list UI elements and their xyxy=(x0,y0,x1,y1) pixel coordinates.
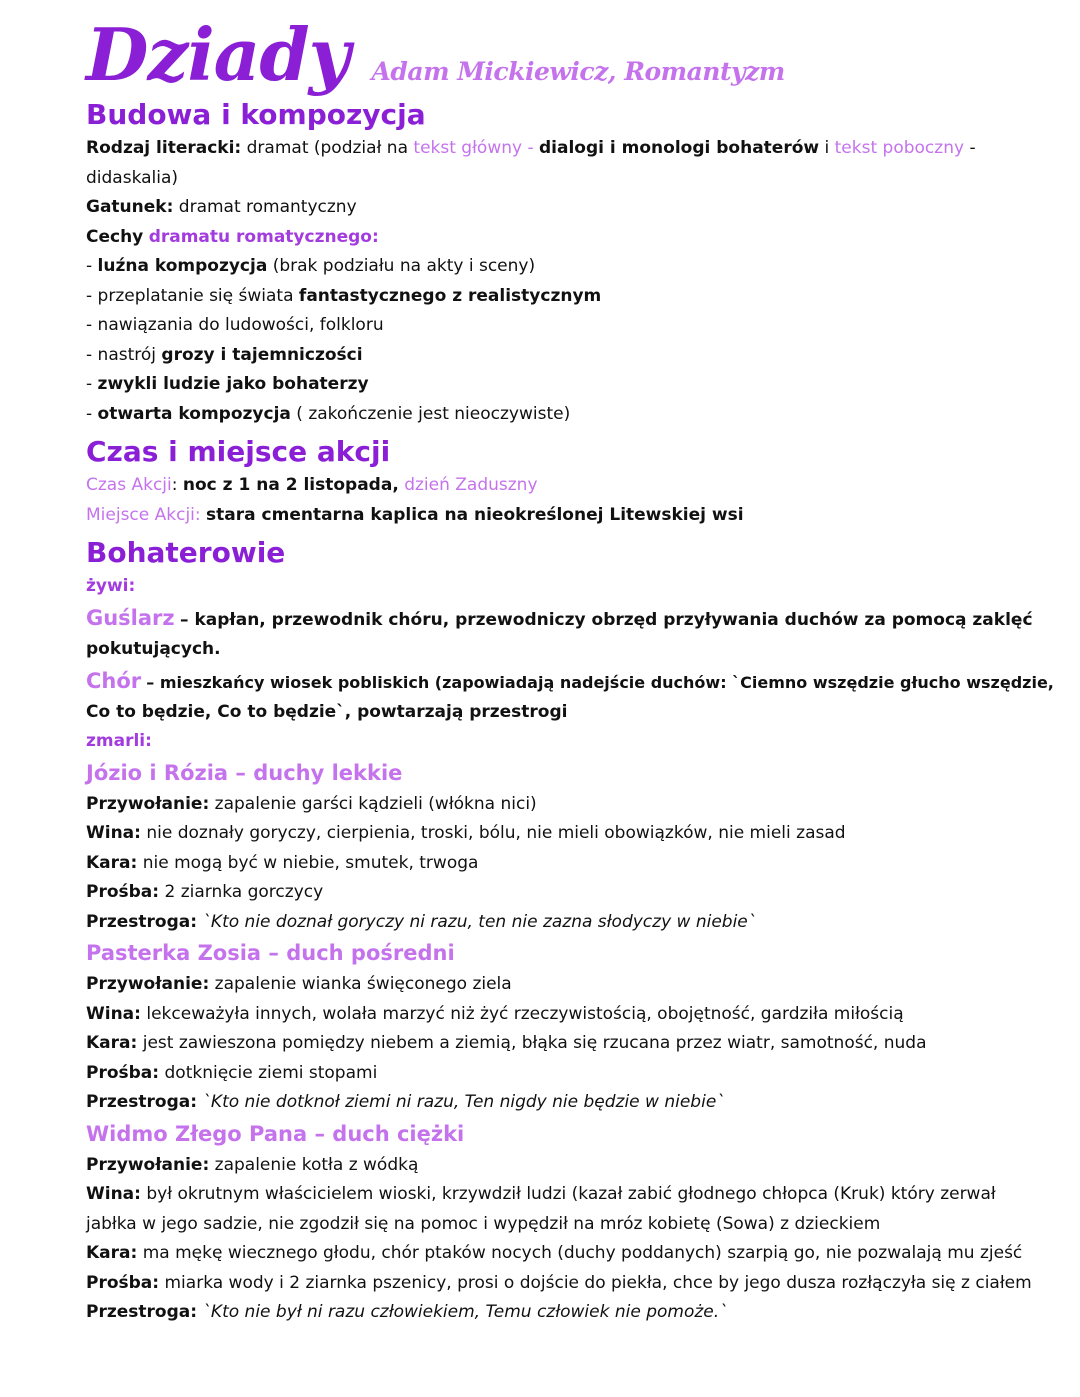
field-label: Wina: xyxy=(86,1003,141,1024)
list-item-text: - nastrój xyxy=(86,344,156,365)
pan-wina-2: jabłka w jego sadzie, nie zgodził się na pomoc i wypędził na mróz kobietę (Sowa) z dzieckiem xyxy=(86,1213,881,1234)
czas-value: noc z 1 na 2 listopada, xyxy=(182,475,399,495)
miejsce-label: Miejsce Akcji: xyxy=(86,504,201,525)
page-title: Dziady xyxy=(86,12,350,97)
list-item-bold: grozy i tajemniczości xyxy=(161,344,363,365)
rodzaj-highlight-side: tekst poboczny xyxy=(834,138,965,158)
pan-kara xyxy=(86,1239,1046,1269)
rodzaj-highlight-main: tekst główny - xyxy=(413,138,534,158)
list-item xyxy=(86,370,1046,400)
gatunek-line xyxy=(86,193,1046,223)
chor-desc: – mieszkańcy wiosek pobliskich (zapowiadają nadejście duchów: `Ciemno wszędzie głucho wszędzie, xyxy=(146,672,1054,692)
pan-wina xyxy=(86,1180,1046,1210)
zmarli-label: zmarli: xyxy=(86,731,152,751)
zosia-prosba xyxy=(86,1059,1046,1089)
list-item-text: - xyxy=(86,403,93,424)
list-item-text: - nawiązania do ludowości, folkloru xyxy=(86,315,384,335)
page-subtitle: Adam Mickiewicz, Romantyzm xyxy=(371,57,785,86)
gatunek-value: dramat romantyczny xyxy=(178,197,357,217)
field-value: 2 ziarnka gorczycy xyxy=(164,882,324,902)
list-item-bold: otwarta kompozycja xyxy=(97,403,291,424)
zywi-label: żywi: xyxy=(86,576,136,596)
list-item xyxy=(86,400,1046,430)
field-value: dotknięcie ziemi stopami xyxy=(164,1062,378,1083)
field-label: Przestroga: xyxy=(86,1092,198,1112)
guslarz-line xyxy=(86,602,1046,636)
field-label: Przestroga: xyxy=(86,1302,198,1322)
rodzaj-conj: i xyxy=(824,138,830,158)
jozio-kara xyxy=(86,849,1046,879)
miejsce-line xyxy=(86,501,1046,531)
section-heading-czas: Czas i miejsce akcji xyxy=(86,435,391,468)
title-row xyxy=(86,14,1046,96)
field-value: nie doznały goryczy, cierpienia, troski, bólu, nie mieli obowiązków, nie mieli zasad xyxy=(146,823,846,843)
field-value: był okrutnym właścicielem wioski, krzywdził ludzi (kazał zabić głodnego chłopca (Kruk) który zerwał xyxy=(146,1184,996,1204)
zosia-przestroga xyxy=(86,1088,1046,1118)
chor-line xyxy=(86,665,1054,698)
zosia-przywolanie xyxy=(86,970,1046,1000)
chor-line-2: Co to będzie, Co to będzie`, powtarzają przestrogi xyxy=(86,701,568,722)
document-page xyxy=(86,12,1054,1328)
subheading-jozio: Józio i Rózia – duchy lekkie xyxy=(86,760,403,785)
list-item-bold: zwykli ludzie jako bohaterzy xyxy=(97,374,369,394)
pan-przestroga xyxy=(86,1298,1046,1328)
cechy-line xyxy=(86,223,1046,253)
field-value: zapalenie garści kądzieli (włókna nici) xyxy=(214,793,537,814)
section-heading-budowa: Budowa i kompozycja xyxy=(86,98,426,131)
list-item-text: - xyxy=(86,256,93,276)
rodzaj-dash: - xyxy=(969,138,976,158)
miejsce-value: stara cmentarna kaplica na nieokreślonej Litewskiej wsi xyxy=(206,504,744,525)
chor-name: Chór xyxy=(86,668,142,693)
gatunek-label: Gatunek: xyxy=(86,197,174,217)
list-item xyxy=(86,311,1046,341)
field-label: Kara: xyxy=(86,852,138,873)
subheading-zosia: Pasterka Zosia – duch pośredni xyxy=(86,941,455,965)
field-value: zapalenie wianka święconego ziela xyxy=(214,974,512,994)
field-label: Przywołanie: xyxy=(86,793,210,814)
field-value: `Kto nie dotknoł ziemi ni razu, Ten nigdy nie będzie w niebie` xyxy=(202,1092,725,1112)
rodzaj-line xyxy=(86,134,1046,164)
guslarz-desc: – kapłan, przewodnik chóru, przewodniczy obrzęd przyływania duchów za pomocą zaklęć xyxy=(180,609,1033,630)
field-label: Prośba: xyxy=(86,1272,160,1293)
rodzaj-text: dramat (podział na xyxy=(246,138,408,158)
subheading-pan: Widmo Złego Pana – duch ciężki xyxy=(86,1121,465,1146)
field-label: Kara: xyxy=(86,1033,138,1053)
field-value: `Kto nie był ni razu człowiekiem, Temu człowiek nie pomoże.` xyxy=(202,1302,728,1322)
field-label: Wina: xyxy=(86,823,141,843)
czas-colon: : xyxy=(171,475,178,495)
czas-line xyxy=(86,471,1046,501)
field-label: Przywołanie: xyxy=(86,1154,210,1175)
zosia-kara xyxy=(86,1029,1046,1059)
list-item-note: ( zakończenie jest nieoczywiste) xyxy=(296,403,571,424)
field-label: Przestroga: xyxy=(86,911,198,932)
list-item xyxy=(86,341,1046,371)
cechy-label: Cechy xyxy=(86,226,144,247)
jozio-wina xyxy=(86,819,1046,849)
list-item xyxy=(86,282,1046,312)
pan-przywolanie xyxy=(86,1151,1046,1181)
field-value: jest zawieszona pomiędzy niebem a ziemią, błąka się rzucana przez wiatr, samotność, nuda xyxy=(142,1033,927,1053)
guslarz-name: Guślarz xyxy=(86,605,175,630)
field-label: Prośba: xyxy=(86,882,160,902)
list-item-note: (brak podziału na akty i sceny) xyxy=(272,256,536,276)
list-item-bold: fantastycznego z realistycznym xyxy=(298,285,602,306)
list-item-text: - xyxy=(86,374,93,394)
jozio-przywolanie xyxy=(86,790,1046,820)
jozio-prosba xyxy=(86,878,1046,908)
field-value: `Kto nie doznał goryczy ni razu, ten nie zazna słodyczy w niebie` xyxy=(202,911,757,932)
field-label: Przywołanie: xyxy=(86,974,210,994)
field-value: miarka wody i 2 ziarnka pszenicy, prosi o dojście do piekła, chce by jego dusza rozłączyła się z ciałem xyxy=(164,1272,1032,1293)
rodzaj-dialogi: dialogi i monologi bohaterów xyxy=(539,138,820,158)
guslarz-line-2: pokutujących. xyxy=(86,639,221,659)
rodzaj-label: Rodzaj literacki: xyxy=(86,138,242,158)
cechy-highlight: dramatu romatycznego: xyxy=(148,226,379,247)
czas-label: Czas Akcji xyxy=(86,475,172,495)
jozio-przestroga xyxy=(86,908,1046,938)
field-value: nie mogą być w niebie, smutek, trwoga xyxy=(142,852,479,873)
czas-highlight: dzień Zaduszny xyxy=(404,475,538,495)
field-label: Wina: xyxy=(86,1184,141,1204)
field-label: Kara: xyxy=(86,1243,138,1263)
list-item-text: - przeplatanie się świata xyxy=(86,285,294,306)
field-value: ma mękę wiecznego głodu, chór ptaków nocych (duchy poddanych) szarpią go, nie pozwalają mu zjeść xyxy=(142,1243,1023,1263)
list-item xyxy=(86,252,1046,282)
zosia-wina xyxy=(86,1000,1046,1030)
field-value: zapalenie kotła z wódką xyxy=(214,1154,419,1175)
section-heading-bohaterowie: Bohaterowie xyxy=(86,536,286,569)
field-value: lekceważyła innych, wolała marzyć niż żyć rzeczywistością, obojętność, gardziła miłością xyxy=(146,1003,904,1024)
list-item-bold: luźna kompozycja xyxy=(97,256,268,276)
rodzaj-line-2: didaskalia) xyxy=(86,167,179,188)
pan-prosba xyxy=(86,1269,1046,1299)
field-label: Prośba: xyxy=(86,1062,160,1083)
